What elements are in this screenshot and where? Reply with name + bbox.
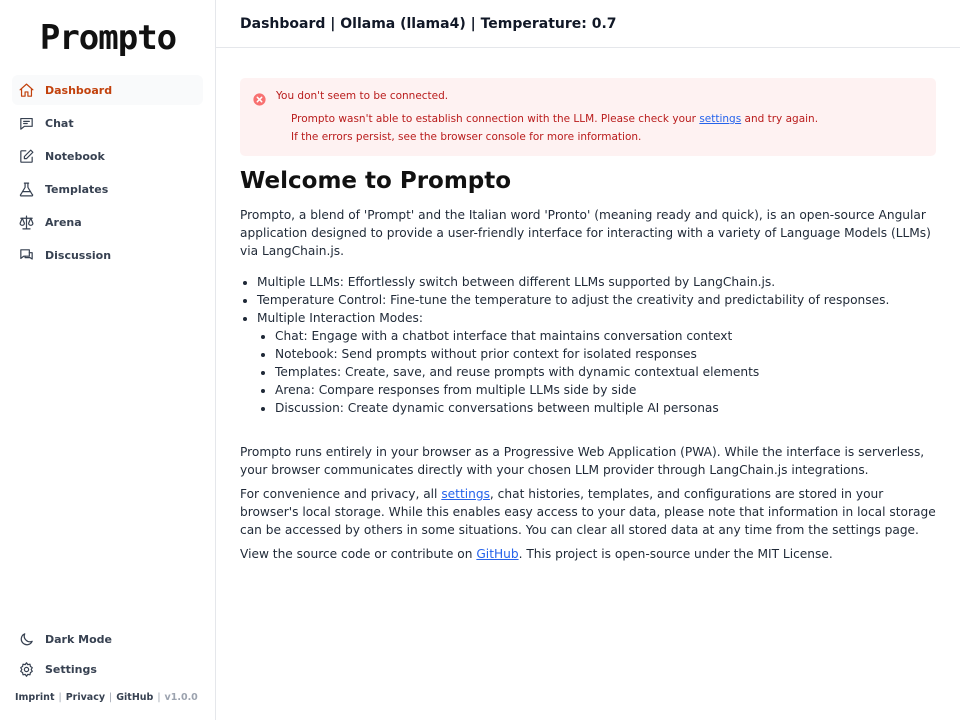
list-item: • Chat: Engage with a chatbot interface that maintains conversation context — [275, 327, 936, 345]
app-logo[interactable]: Prompto — [39, 18, 177, 58]
alert-text: Prompto wasn't able to establish connection with the LLM. Please check your — [291, 113, 700, 125]
alert-body — [276, 110, 936, 146]
footer-separator: | — [157, 692, 161, 703]
list-item: • Notebook: Send prompts without prior context for isolated responses — [275, 345, 936, 363]
list-item — [257, 309, 936, 417]
interaction-modes-list — [257, 327, 936, 417]
sidebar-footer — [15, 692, 198, 703]
sidebar — [0, 0, 216, 720]
paragraph-text: . This project is open-source under the MIT License. — [518, 547, 833, 561]
alert-title: You don't seem to be connected. — [276, 90, 449, 102]
gear-icon — [18, 661, 35, 678]
pwa-paragraph: Prompto runs entirely in your browser as a Progressive Web Application (PWA). While the interface is serverless, your browser communicates directly with your chosen LLM provider through LangChain.js integrations. — [240, 445, 925, 477]
sidebar-item-label: Chat — [45, 116, 74, 130]
list-item: • Templates: Create, save, and reuse prompts with dynamic contextual elements — [275, 363, 936, 381]
settings-link[interactable]: settings — [441, 487, 490, 501]
alert-line-1 — [291, 110, 936, 128]
dark-mode-toggle[interactable] — [12, 624, 203, 654]
sidebar-item-label: Arena — [45, 215, 82, 229]
sidebar-item-label: Templates — [45, 182, 109, 196]
sidebar-item-chat[interactable] — [12, 108, 203, 138]
main-content — [240, 78, 936, 563]
paragraph-text: View the source code or contribute on — [240, 547, 477, 561]
page-header — [216, 0, 960, 48]
list-item: • Arena: Compare responses from multiple LLMs side by side — [275, 381, 936, 399]
sidebar-item-dashboard[interactable] — [12, 75, 203, 105]
paragraph-text: For convenience and privacy, all — [240, 487, 442, 501]
list-item: • Temperature Control: Fine-tune the temperature to adjust the creativity and predictability of responses. — [257, 291, 936, 309]
settings-button[interactable] — [12, 654, 203, 684]
list-item: • Multiple LLMs: Effortlessly switch between different LLMs supported by LangChain.js. — [257, 273, 936, 291]
dark-mode-label: Dark Mode — [45, 632, 112, 646]
source-paragraph — [240, 545, 936, 563]
error-circle-icon — [253, 91, 266, 104]
github-link[interactable]: GitHub — [476, 547, 519, 561]
pencil-square-icon — [18, 148, 35, 165]
footer-separator: | — [109, 692, 113, 703]
paragraph-text: , chat histories, templates, and configurations are stored in your browser's local storage. While this enables easy access to your data, please note that information in local storage can be accessed by others in some situations. You can clear all stored data at any time from the settings page. — [240, 487, 936, 537]
feature-list — [240, 273, 936, 417]
sidebar-nav — [12, 75, 203, 273]
page-title: Dashboard | Ollama (llama4) | Temperature: 0.7 — [240, 15, 617, 32]
sidebar-item-label: Discussion — [45, 248, 112, 262]
sidebar-item-arena[interactable] — [12, 207, 203, 237]
alert-text: and try again. — [741, 113, 819, 125]
sidebar-item-notebook[interactable] — [12, 141, 203, 171]
sidebar-item-label: Notebook — [45, 149, 105, 163]
connection-error-alert — [240, 78, 936, 156]
version-label: v1.0.0 — [164, 692, 198, 703]
footer-separator: | — [58, 692, 62, 703]
imprint-link[interactable]: Imprint — [15, 692, 55, 703]
sidebar-item-templates[interactable] — [12, 174, 203, 204]
intro-paragraph: Prompto, a blend of 'Prompt' and the Italian word 'Pronto' (meaning ready and quick), is an open-source Angular application designed to provide a user-friendly interface for interacting with a variety of Language Models (LLMs) via LangChain.js. — [240, 208, 931, 258]
privacy-paragraph — [240, 485, 936, 539]
settings-link[interactable]: settings — [699, 113, 742, 125]
beaker-icon — [18, 181, 35, 198]
sidebar-item-label: Dashboard — [45, 83, 113, 97]
moon-icon — [18, 631, 35, 648]
home-icon — [18, 82, 35, 99]
chat-icon — [18, 115, 35, 132]
sidebar-item-discussion[interactable] — [12, 240, 203, 270]
chat-bubbles-icon — [18, 247, 35, 264]
settings-label: Settings — [45, 662, 97, 676]
github-link[interactable]: GitHub — [116, 692, 154, 703]
privacy-link[interactable]: Privacy — [65, 692, 106, 703]
sidebar-bottom-nav — [12, 624, 203, 684]
scale-icon — [18, 214, 35, 231]
list-item: • Discussion: Create dynamic conversations between multiple AI personas — [275, 399, 936, 417]
alert-line-2: If the errors persist, see the browser console for more information. — [291, 131, 642, 143]
list-item-label: Multiple Interaction Modes: — [257, 311, 423, 325]
welcome-heading: Welcome to Prompto — [240, 168, 512, 194]
